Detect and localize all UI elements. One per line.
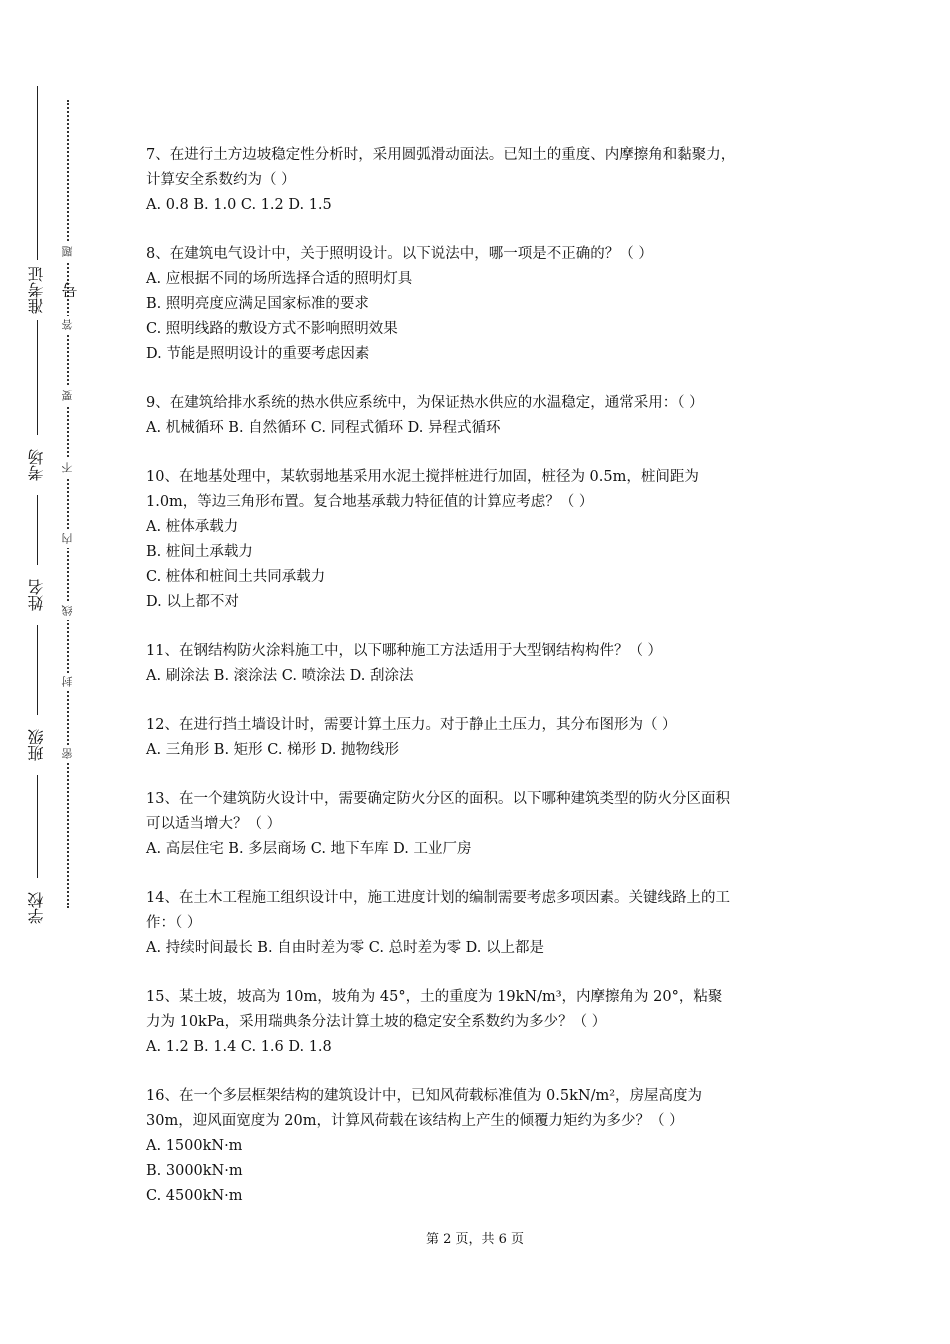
seal-char: 线 bbox=[59, 602, 77, 620]
binding-margin bbox=[0, 0, 120, 1344]
question-text: 9、在建筑给排水系统的热水供应系统中，为保证热水供应的水温稳定，通常采用：（ ） bbox=[146, 395, 704, 411]
option-b: B. 照明亮度应满足国家标准的要求 bbox=[146, 296, 369, 312]
question-text: 作：（ ） bbox=[146, 915, 202, 931]
question-text: 13、在一个建筑防火设计中，需要确定防火分区的面积。以下哪种建筑类型的防火分区面积 bbox=[146, 791, 730, 807]
class-label: 班级 bbox=[20, 715, 54, 775]
question-14 bbox=[146, 886, 816, 961]
options-line: A. 持续时间最长 B. 自由时差为零 C. 总时差为零 D. 以上都是 bbox=[146, 940, 545, 956]
question-text: 11、在钢结构防火涂料施工中，以下哪种施工方法适用于大型钢结构构件？（ ） bbox=[146, 643, 663, 659]
seal-char: 密 bbox=[59, 745, 77, 763]
question-15 bbox=[146, 985, 816, 1060]
question-9 bbox=[146, 391, 816, 441]
option-c: C. 桩体和桩间土共同承载力 bbox=[146, 569, 326, 585]
question-list bbox=[146, 143, 816, 1233]
question-text: 可以适当增大？（ ） bbox=[146, 816, 282, 832]
question-10 bbox=[146, 465, 816, 615]
question-text: 16、在一个多层框架结构的建筑设计中，已知风荷载标准值为 0.5kN/m²，房屋高度为 bbox=[146, 1088, 703, 1104]
options-line: A. 三角形 B. 矩形 C. 梯形 D. 抛物线形 bbox=[146, 742, 400, 758]
exam-room-label: 考场 bbox=[20, 435, 54, 495]
question-8 bbox=[146, 242, 816, 367]
seal-char: 要 bbox=[59, 387, 77, 405]
page-number: 第 2 页，共 6 页 bbox=[425, 1232, 525, 1247]
question-text: 30m，迎风面宽度为 20m，计算风荷载在该结构上产生的倾覆力矩约为多少？（ ） bbox=[146, 1113, 684, 1129]
option-b: B. 桩间土承载力 bbox=[146, 544, 253, 560]
option-d: D. 以上都不对 bbox=[146, 594, 239, 610]
question-text: 7、在进行土方边坡稳定性分析时，采用圆弧滑动面法。已知土的重度、内摩擦角和黏聚力， bbox=[146, 147, 736, 163]
options-line: A. 1.2 B. 1.4 C. 1.6 D. 1.8 bbox=[146, 1039, 332, 1055]
binding-solid-line bbox=[37, 86, 38, 926]
question-16 bbox=[146, 1084, 816, 1209]
seal-dotted-line bbox=[67, 100, 69, 908]
options-line: A. 机械循环 B. 自然循环 C. 同程式循环 D. 异程式循环 bbox=[146, 420, 501, 436]
option-a: A. 桩体承载力 bbox=[146, 519, 239, 535]
question-text: 8、在建筑电气设计中，关于照明设计。以下说法中，哪一项是不正确的？（ ） bbox=[146, 246, 653, 262]
school-label: 学校 bbox=[20, 878, 54, 938]
seal-char: 题 bbox=[59, 243, 77, 261]
seal-char: 答 bbox=[59, 316, 77, 334]
question-11 bbox=[146, 639, 816, 689]
seal-char: 封 bbox=[59, 673, 77, 691]
option-c: C. 照明线路的敷设方式不影响照明效果 bbox=[146, 321, 398, 337]
option-b: B. 3000kN·m bbox=[146, 1163, 243, 1179]
option-a: A. 应根据不同的场所选择合适的照明灯具 bbox=[146, 271, 413, 287]
options-line: A. 刷涂法 B. 滚涂法 C. 喷涂法 D. 刮涂法 bbox=[146, 668, 414, 684]
question-text: 力为 10kPa，采用瑞典条分法计算土坡的稳定安全系数约为多少？（ ） bbox=[146, 1014, 607, 1030]
name-label: 姓名 bbox=[20, 565, 54, 625]
question-13 bbox=[146, 787, 816, 862]
question-text: 1.0m，等边三角形布置。复合地基承载力特征值的计算应考虑？（ ） bbox=[146, 494, 594, 510]
question-text: 14、在土木工程施工组织设计中，施工进度计划的编制需要考虑多项因素。关键线路上的工 bbox=[146, 890, 730, 906]
question-text: 12、在进行挡土墙设计时，需要计算土压力。对于静止土压力，其分布图形为（ ） bbox=[146, 717, 677, 733]
option-a: A. 1500kN·m bbox=[146, 1138, 243, 1154]
seal-char: 不 bbox=[59, 459, 77, 477]
question-text: 计算安全系数约为（ ） bbox=[146, 172, 296, 188]
question-text: 10、在地基处理中，某软弱地基采用水泥土搅拌桩进行加固，桩径为 0.5m，桩间距为 bbox=[146, 469, 699, 485]
options-line: A. 高层住宅 B. 多层商场 C. 地下车库 D. 工业厂房 bbox=[146, 841, 472, 857]
option-c: C. 4500kN·m bbox=[146, 1188, 243, 1204]
seal-char: 内 bbox=[59, 530, 77, 548]
question-text: 15、某土坡，坡高为 10m，坡角为 45°，土的重度为 19kN/m³，内摩擦角为 20°，粘聚 bbox=[146, 989, 723, 1005]
question-7 bbox=[146, 143, 816, 218]
exam-number-label: 准考证号 bbox=[20, 260, 54, 320]
question-12 bbox=[146, 713, 816, 763]
option-d: D. 节能是照明设计的重要考虑因素 bbox=[146, 346, 370, 362]
options-line: A. 0.8 B. 1.0 C. 1.2 D. 1.5 bbox=[146, 197, 332, 213]
